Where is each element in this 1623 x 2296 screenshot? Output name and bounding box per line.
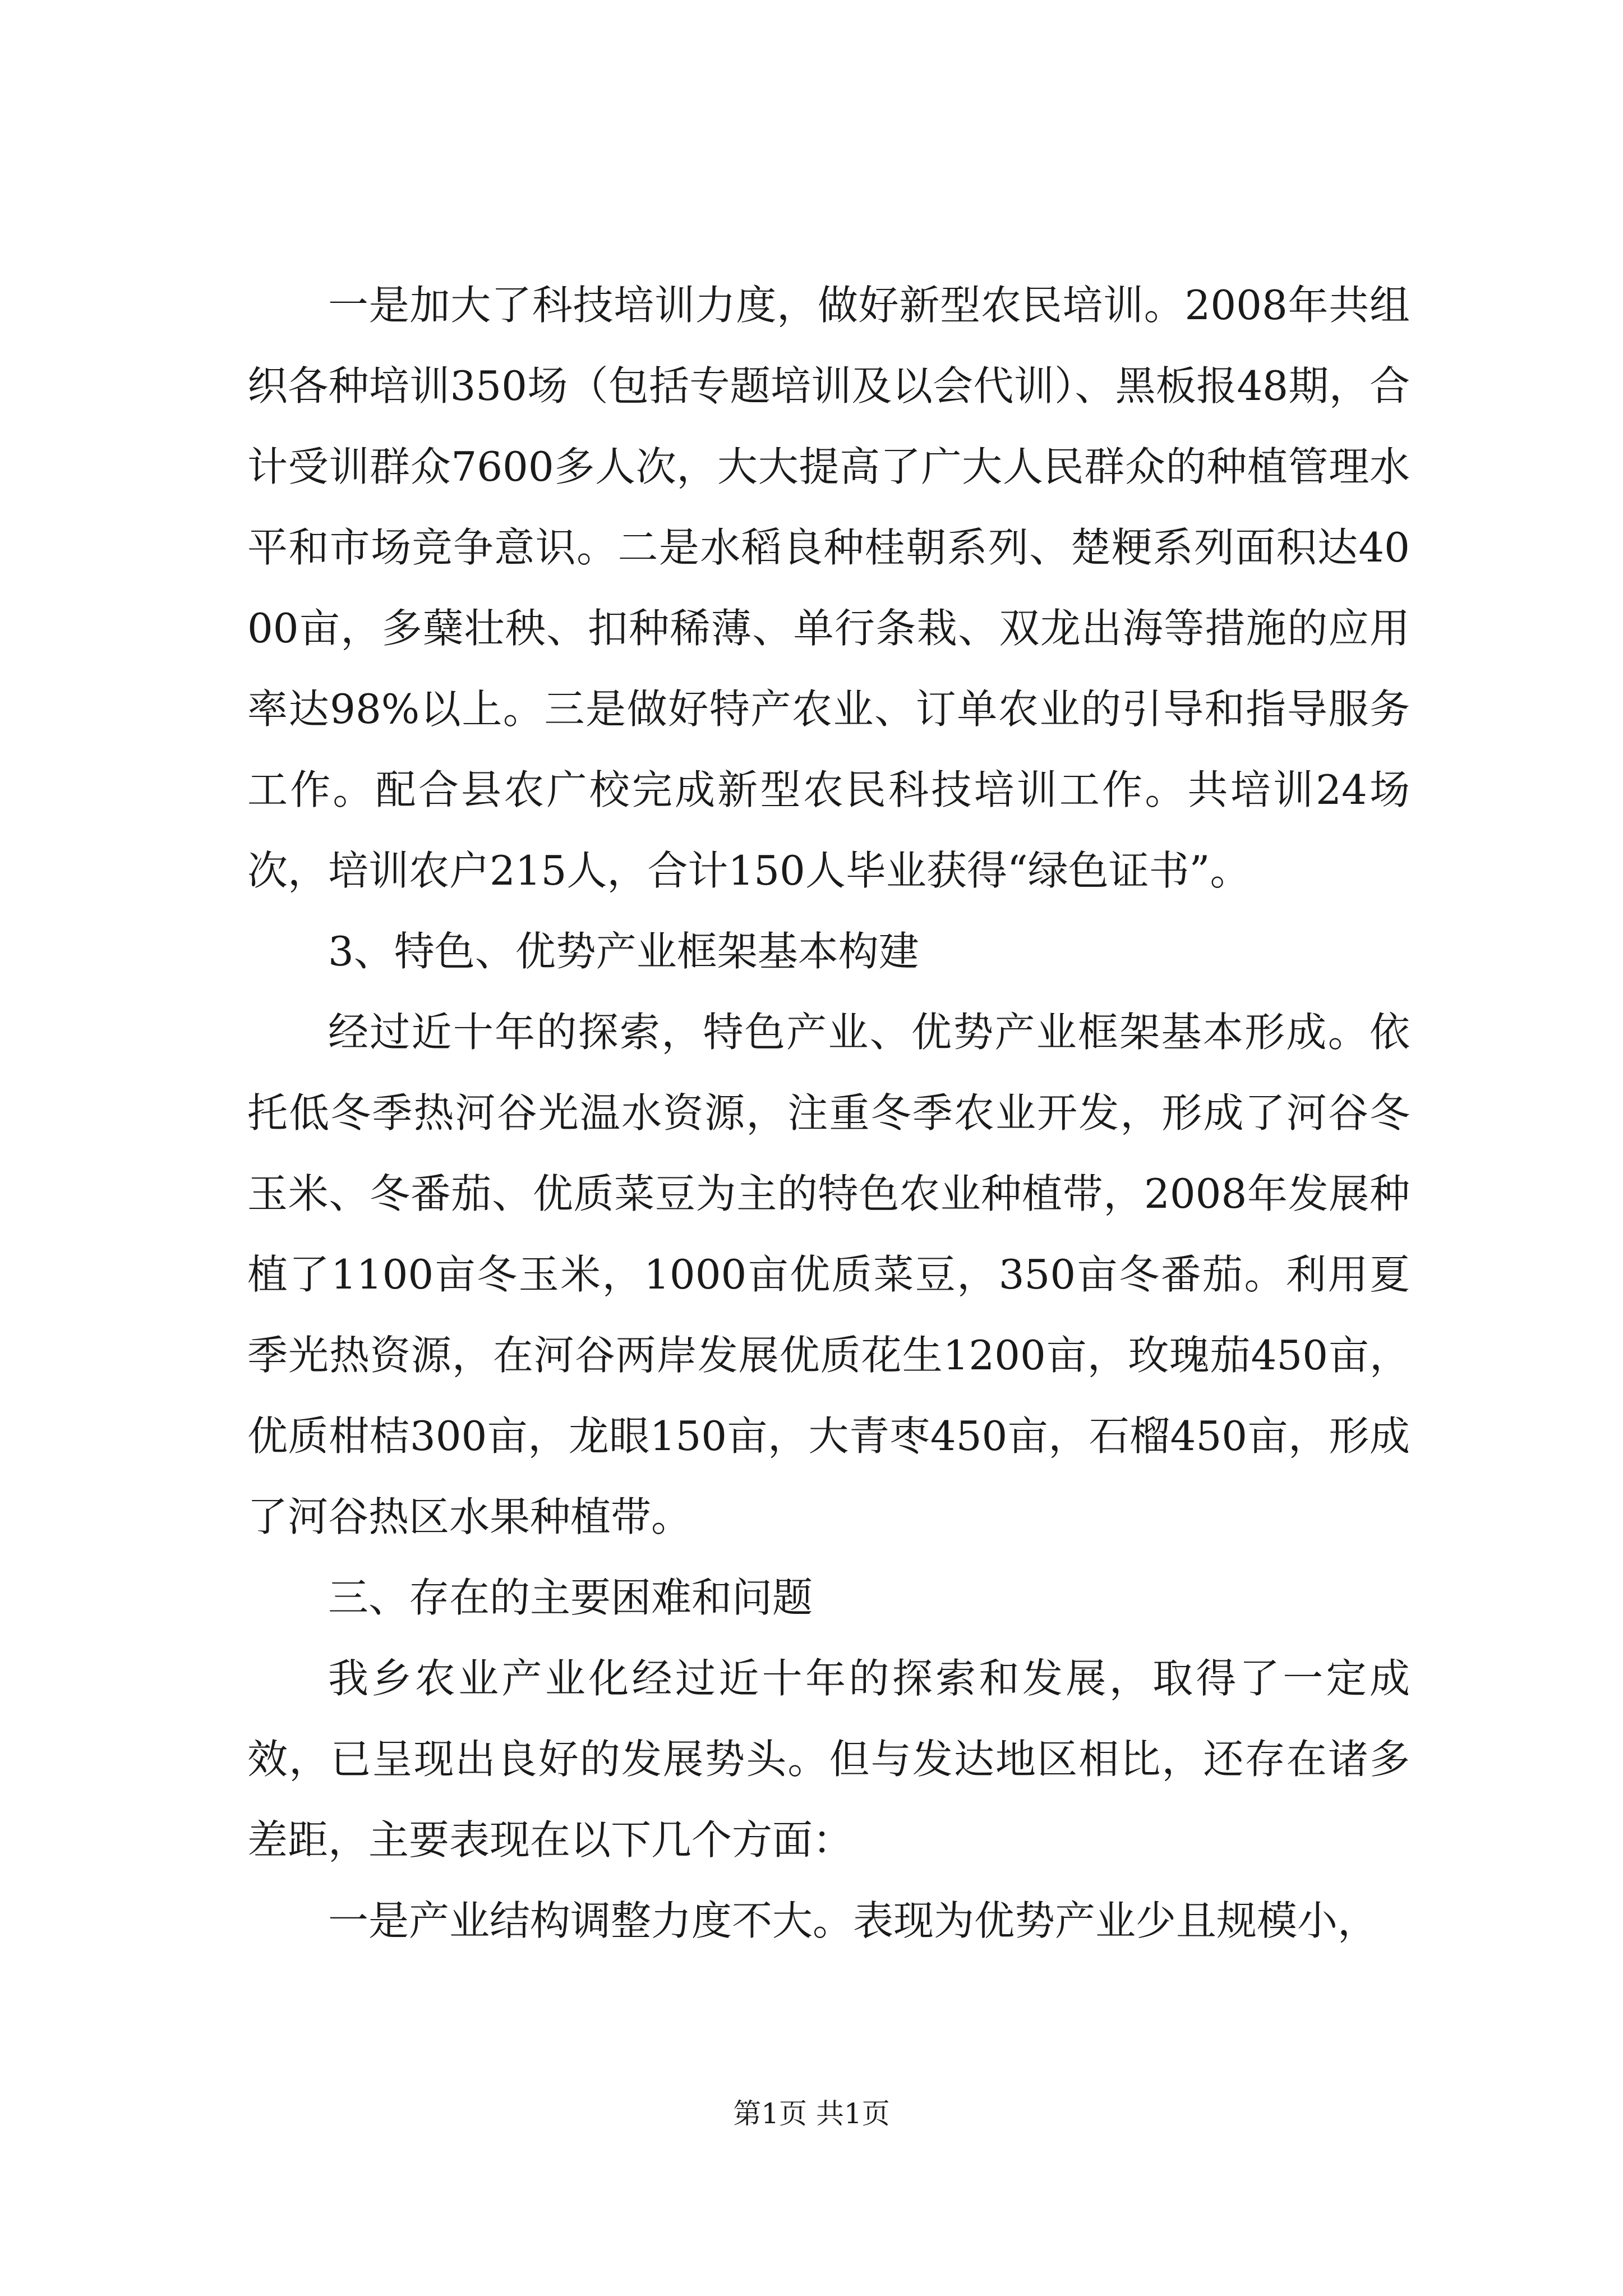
paragraph-training: 一是加大了科技培训力度，做好新型农民培训。2008年共组织各种培训350场（包括专题培训及以会代训）、黑板报48期，合计受训群众7600多人次，大大提高了广大人民群众的种植管理水平和市场竞争意识。二是水稻良种桂朝系列、楚粳系列面积达4000亩，多蘖壮秧、扣种稀薄、单行条栽、双龙出海等措施的应用率达98%以上。三是做好特产农业、订单农业的引导和指导服务工作。配合县农广校完成新型农民科技培训工作。共培训24场次，培训农户215人，合计150人毕业获得“绿色证书”。 <box>247 282 1410 894</box>
paragraph-problems-intro: 我乡农业产业化经过近十年的探索和发展，取得了一定成效，已呈现出良好的发展势头。但与发达地区相比，还存在诸多差距，主要表现在以下几个方面： <box>247 1655 1410 1864</box>
page-footer: 第1页 共1页 <box>733 2097 890 2130</box>
section-heading-problems: 三、存在的主要困难和问题 <box>328 1574 813 1621</box>
section-heading-industry-framework: 3、特色、优势产业框架基本构建 <box>328 928 919 975</box>
document-body <box>247 265 1410 1961</box>
paragraph-industry-framework: 经过近十年的探索，特色产业、优势产业框架基本形成。依托低冬季热河谷光温水资源，注重冬季农业开发，形成了河谷冬玉米、冬番茄、优质菜豆为主的特色农业种植带，2008年发展种植了1100亩冬玉米，1000亩优质菜豆，350亩冬番茄。利用夏季光热资源，在河谷两岸发展优质花生1200亩，玫瑰茄450亩，优质柑桔300亩，龙眼150亩，大青枣450亩，石榴450亩，形成了河谷热区水果种植带。 <box>247 1009 1410 1540</box>
paragraph-problem-one: 一是产业结构调整力度不大。表现为优势产业少且规模小， <box>328 1897 1378 1944</box>
